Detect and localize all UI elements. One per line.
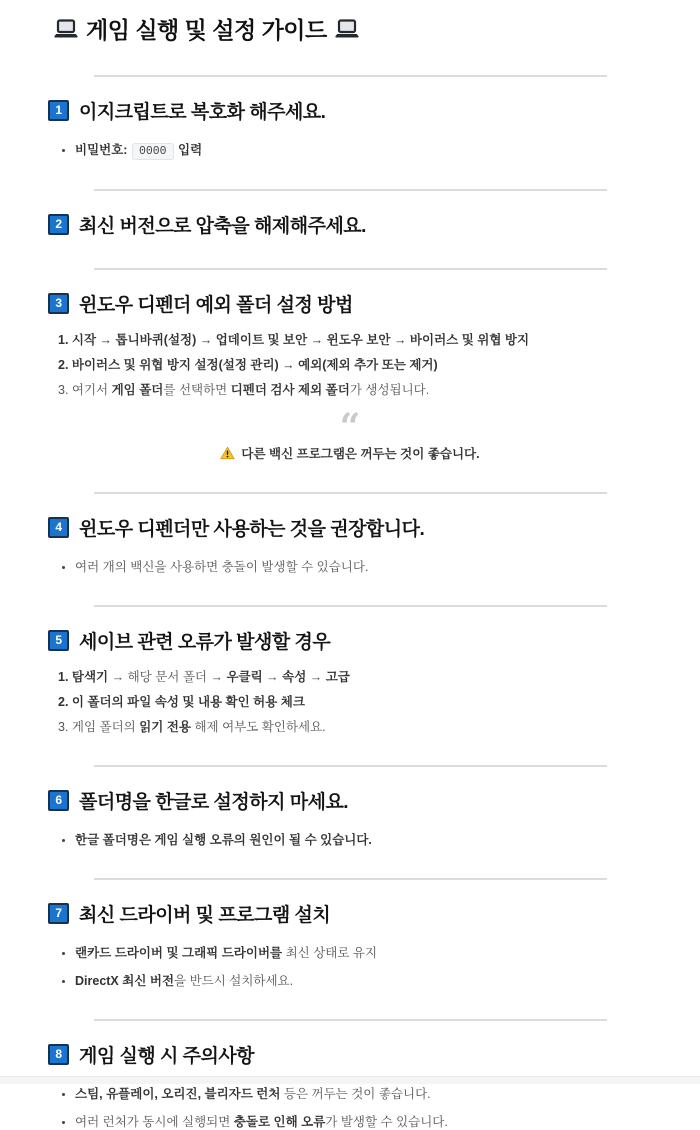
section-number-badge: 8 bbox=[48, 1044, 69, 1065]
text-run: 1. bbox=[58, 670, 72, 684]
guide-section-4 bbox=[48, 514, 652, 607]
quote-warning bbox=[48, 444, 652, 462]
bullet-list bbox=[48, 833, 652, 848]
list-item bbox=[75, 1087, 652, 1102]
guide-section-7 bbox=[48, 900, 652, 1021]
text-run: 스팀, 유플레이, 오리진, 블리자드 런처 bbox=[75, 1087, 281, 1101]
section-number-badge: 2 bbox=[48, 214, 69, 235]
laptop-icon bbox=[335, 19, 359, 38]
text-run: 입력 bbox=[174, 143, 203, 157]
quote-warning-text: 다른 백신 프로그램은 꺼두는 것이 좋습니다. bbox=[241, 447, 480, 461]
guide-section-6 bbox=[48, 787, 652, 880]
section-heading-text: 이지크립트로 복호화 해주세요. bbox=[79, 102, 326, 123]
bottom-strip bbox=[0, 1076, 700, 1084]
divider bbox=[94, 878, 607, 880]
text-run: 여러 개의 백신을 사용하면 충돌이 발생할 수 있습니다. bbox=[75, 560, 369, 574]
text-run: → bbox=[262, 670, 283, 684]
list-item bbox=[75, 143, 652, 159]
text-run: 탐색기 bbox=[71, 670, 109, 684]
text-run: 한글 폴더명은 게임 실행 오류의 원인이 될 수 있습니다. bbox=[75, 833, 372, 847]
list-item bbox=[75, 974, 652, 989]
section-heading-text: 게임 실행 시 주의사항 bbox=[79, 1046, 255, 1067]
text-run: 랜카드 드라이버 및 그래픽 드라이버를 bbox=[75, 946, 283, 960]
section-number-badge: 6 bbox=[48, 790, 69, 811]
quote-mark-icon: “ bbox=[339, 406, 361, 448]
laptop-icon bbox=[54, 19, 78, 38]
numbered-steps bbox=[58, 670, 652, 735]
page-title bbox=[54, 12, 652, 45]
quote-block bbox=[48, 406, 652, 462]
numbered-steps bbox=[58, 333, 652, 398]
text-run: 등은 꺼두는 것이 좋습니다. bbox=[280, 1087, 431, 1101]
section-heading-text: 최신 버전으로 압축을 해제해주세요. bbox=[79, 216, 366, 237]
inline-code: 0000 bbox=[132, 143, 174, 160]
section-number-badge: 7 bbox=[48, 903, 69, 924]
bullet-list bbox=[48, 560, 652, 575]
text-run: 충돌로 인해 오류 bbox=[233, 1115, 326, 1129]
divider bbox=[94, 765, 607, 767]
list-item bbox=[75, 833, 652, 848]
text-run: 게임 폴더 bbox=[111, 383, 164, 397]
warning-icon bbox=[220, 446, 235, 460]
bullet-list bbox=[48, 1087, 652, 1130]
bullet-list bbox=[48, 946, 652, 989]
section-heading bbox=[48, 900, 652, 927]
list-item bbox=[75, 946, 652, 961]
step-item bbox=[58, 695, 652, 710]
step-item bbox=[58, 333, 652, 348]
section-number-badge: 1 bbox=[48, 100, 69, 121]
text-run: DirectX 최신 버전 bbox=[75, 974, 175, 988]
guide-section-1 bbox=[48, 97, 652, 191]
text-run: 비밀번호: bbox=[75, 143, 128, 157]
text-run: 를 선택하면 bbox=[163, 383, 231, 397]
guide-section-3 bbox=[48, 290, 652, 494]
section-heading bbox=[48, 514, 652, 541]
step-item bbox=[58, 720, 652, 735]
text-run: 가 발생할 수 있습니다. bbox=[325, 1115, 448, 1129]
text-run: 고급 bbox=[325, 670, 350, 684]
text-run: 최신 상태로 유지 bbox=[282, 946, 378, 960]
list-item bbox=[75, 560, 652, 575]
divider bbox=[94, 75, 607, 77]
text-run: 가 생성됩니다. bbox=[349, 383, 430, 397]
section-heading-text: 세이브 관련 오류가 발생할 경우 bbox=[79, 632, 331, 653]
section-heading bbox=[48, 290, 652, 317]
section-number-badge: 3 bbox=[48, 293, 69, 314]
text-run: 을 반드시 설치하세요. bbox=[174, 974, 294, 988]
guide-section-2 bbox=[48, 211, 652, 270]
bullet-list bbox=[48, 143, 652, 159]
section-heading-text: 폴더명을 한글로 설정하지 마세요. bbox=[79, 792, 349, 813]
text-run bbox=[127, 143, 130, 157]
text-run: 1. 시작 → 톱니바퀴(설정) → 업데이트 및 보안 → 윈도우 보안 → 바이러스 및 위협 방지 bbox=[58, 333, 530, 347]
list-item bbox=[75, 1115, 652, 1130]
text-run: 디펜더 검사 제외 폴더 bbox=[230, 383, 350, 397]
section-heading bbox=[48, 97, 652, 124]
section-heading-text: 최신 드라이버 및 프로그램 설치 bbox=[79, 905, 331, 926]
text-run: 여러 런처가 동시에 실행되면 bbox=[75, 1115, 234, 1129]
text-run: 2. 바이러스 및 위협 방지 설정(설정 관리) → 예외(제외 추가 또는 제거) bbox=[58, 358, 438, 372]
step-item bbox=[58, 670, 652, 685]
page-title-text: 게임 실행 및 설정 가이드 bbox=[86, 17, 327, 43]
text-run: 읽기 전용 bbox=[139, 720, 191, 734]
text-run: → 해당 문서 폴더 → bbox=[108, 670, 227, 684]
section-number-badge: 5 bbox=[48, 630, 69, 651]
section-number-badge: 4 bbox=[48, 517, 69, 538]
text-run: 2. 이 폴더의 파일 속성 및 내용 확인 허용 체크 bbox=[58, 695, 305, 709]
section-heading bbox=[48, 627, 652, 654]
text-run: 해제 여부도 확인하세요. bbox=[191, 720, 326, 734]
text-run: 3. 게임 폴더의 bbox=[58, 720, 140, 734]
text-run: → bbox=[306, 670, 326, 684]
guide-section-5 bbox=[48, 627, 652, 767]
divider bbox=[94, 605, 607, 607]
section-heading-text: 윈도우 디펜더만 사용하는 것을 권장합니다. bbox=[79, 519, 425, 540]
divider bbox=[94, 268, 607, 270]
section-heading bbox=[48, 787, 652, 814]
text-run: 우클릭 bbox=[226, 670, 263, 684]
divider bbox=[94, 189, 607, 191]
guide-section-8 bbox=[48, 1041, 652, 1130]
step-item bbox=[58, 383, 652, 398]
section-heading bbox=[48, 1041, 652, 1068]
section-heading bbox=[48, 211, 652, 238]
text-run: 3. 여기서 bbox=[58, 383, 112, 397]
text-run: 속성 bbox=[282, 670, 307, 684]
section-heading-text: 윈도우 디펜더 예외 폴더 설정 방법 bbox=[79, 295, 353, 316]
step-item bbox=[58, 358, 652, 373]
divider bbox=[94, 492, 607, 494]
divider bbox=[94, 1019, 607, 1021]
